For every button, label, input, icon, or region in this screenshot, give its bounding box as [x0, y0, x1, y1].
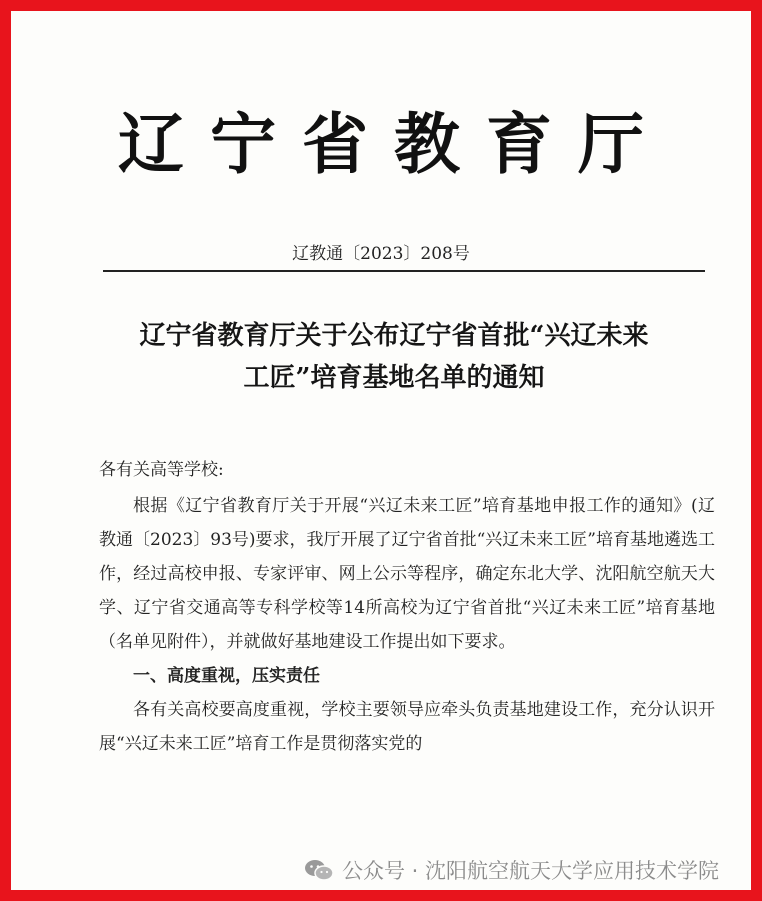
wechat-icon — [304, 858, 334, 882]
title-line-2: 工匠”培育基地名单的通知 — [243, 363, 545, 393]
section-heading-1: 一、高度重视，压实责任 — [133, 666, 320, 686]
document-number: 辽教通〔2023〕208号 — [292, 244, 470, 264]
title-line-1: 辽宁省教育厅关于公布辽宁省首批“兴辽未来 — [139, 321, 649, 351]
header-divider — [103, 270, 705, 272]
watermark-text: 公众号 · 沈阳航空航天大学应用技术学院 — [341, 859, 719, 883]
addressee: 各有关高等学校: — [99, 460, 224, 480]
body-paragraph-2: 各有关高校要高度重视，学校主要领导应牵头负责基地建设工作，充分认识开展“兴辽未来工匠”培育工作是贯彻落实党的 — [99, 700, 715, 754]
watermark — [304, 855, 719, 885]
document-body — [99, 489, 715, 761]
issuer-masthead: 辽宁省教育厅 — [118, 105, 670, 183]
document-title — [97, 315, 691, 399]
body-paragraph-1: 根据《辽宁省教育厅关于开展“兴辽未来工匠”培育基地申报工作的通知》(辽教通〔2023〕93号)要求，我厅开展了辽宁省首批“兴辽未来工匠”培育基地遴选工作，经过高校申报、专家评审、网上公示等程序，确定东北大学、沈阳航空航天大学、辽宁省交通高等专科学校等14所高校为辽宁省首批“兴辽未来工匠”培育基地（名单见附件），并就做好基地建设工作提出如下要求。 — [99, 496, 715, 652]
